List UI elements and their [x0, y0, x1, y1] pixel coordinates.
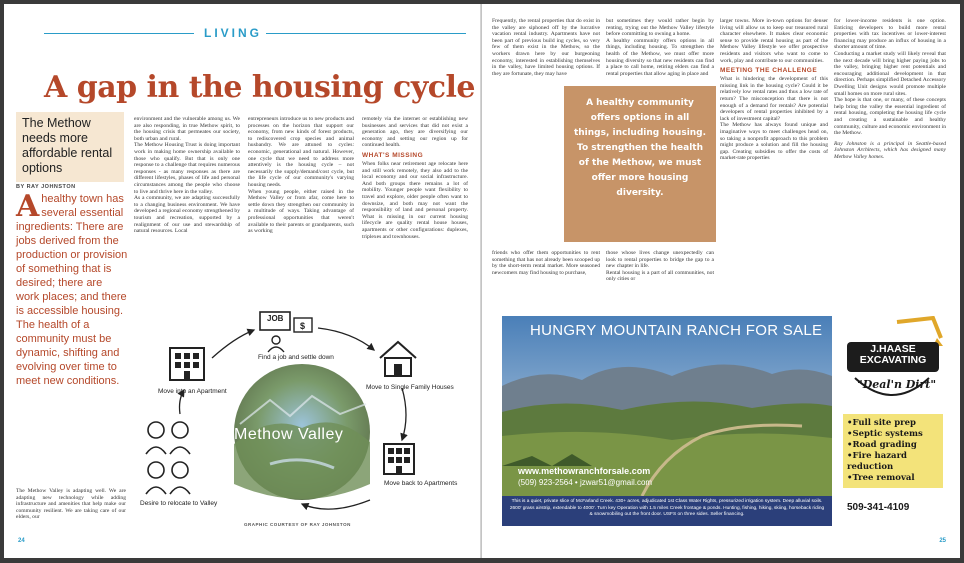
label-move-back: Move back to Apartments	[384, 480, 458, 487]
right-column-1-top: Frequently, the rental properties that do exist in the valley are siphoned off by the lucrative vacation rental industry. Apartments have not been part of previous build ing cycles, so very few of them exist in the Methow, so the workers drawn here by our burgeoning economy, interested in establishing themselves in the valley, have limited housing options. If they are fortunate, they may have	[492, 18, 600, 77]
lead-paragraph	[16, 189, 128, 388]
ranch-ad-url[interactable]: www.methowranchforsale.com	[518, 466, 651, 476]
deck: The Methow needs more affordable rental options	[16, 112, 124, 182]
left-page	[4, 4, 482, 558]
section-rule-right	[266, 33, 466, 34]
byline: BY RAY JOHNSTON	[16, 184, 76, 190]
excavating-name: J.HAASE EXCAVATING	[859, 343, 927, 366]
label-move-apartment: Move into an Apartment	[158, 388, 227, 395]
service-item: • Full site prep	[847, 418, 939, 429]
graphic-credit: GRAPHIC COURTESY OF RAY JOHNSTON	[244, 522, 351, 527]
excavating-ad[interactable]	[837, 316, 947, 526]
service-item: • Fire hazard reduction	[847, 451, 939, 473]
excavating-phone[interactable]: 509-341-4109	[847, 502, 910, 513]
page-number-right: 25	[939, 538, 946, 544]
apartment-back-icon	[384, 444, 414, 474]
excavating-tagline: "Deal'n Dirt"	[857, 378, 937, 391]
magazine-spread	[4, 4, 960, 558]
service-item: • Tree removal	[847, 473, 939, 484]
right-column-3-body: What is hindering the development of this missing link in the housing cycle? Could it be relatively low rental rates and thus a low rate of return? The misconception that there is not enough of a demand for rentals? Are potential developers of rental properties inhibited by a lack of investment capital? The Methow has always found unique and imaginative ways to meet challenges head on, so taking a nonprofit approach to this problem might produce a solution and fill the housing gap. Creating subsidies to offer the costs of market-rate properties	[720, 76, 828, 162]
job-sign-text: JOB	[267, 314, 284, 323]
column-4-intro: remotely via the internet or establishing new businesses and services that did not exist a generation ago, they are diversifying our economy and setting our region up for continued health.	[362, 116, 468, 149]
column-1-continuation: The Methow Valley is adapting well. We are adapting new technology while adding infrastructure and amenities that help make our community resilient. We are taking care of our elders, our	[16, 488, 126, 521]
ranch-ad-contact[interactable]: (509) 923-2564 • jzwar51@gmail.com	[518, 478, 653, 487]
housing-cycle-graphic	[130, 304, 468, 518]
label-methow-valley: Methow Valley	[234, 426, 344, 443]
right-column-2-bottom: those whose lives change unexpectedly can look to rental properties to bridge the gap to a new chapter in life. Rental housing is a part of all communities, not only cities or	[606, 250, 714, 283]
column-4	[362, 116, 468, 240]
service-item: • Septic systems	[847, 429, 939, 440]
right-column-3-intro: larger towns. More in-town options for denser living will allow us to keep our treasured rural character elsewhere. It makes clear economic sense to provide rental housing as part of the Methow Valley lifestyle we offer prospective residents and visitors who want to come to work, play and contribute to our communities.	[720, 18, 828, 64]
author-bio: Ray Johnston is a principal in Seattle-based Johnston Architects, which has designed many Methow Valley homes.	[834, 140, 946, 160]
right-page	[482, 4, 960, 558]
headline: A gap in the housing cycle	[44, 70, 476, 105]
ranch-ad-title: HUNGRY MOUNTAIN RANCH FOR SALE	[530, 322, 823, 339]
right-column-4	[834, 18, 946, 160]
ranch-ad[interactable]	[502, 316, 832, 526]
pull-quote: A healthy community offers options in all things, including housing. To strengthen the health of the Methow, we must offer more housing diversity.	[564, 86, 716, 242]
right-column-3	[720, 18, 828, 162]
drop-cap: A	[16, 189, 40, 224]
right-column-1-bottom: friends who offer them opportunities to rent something that has not already been scooped up by the short-term rental market. More seasoned newcomers may find housing to purchase,	[492, 250, 600, 276]
apartment-icon	[170, 348, 204, 380]
excavating-services	[843, 414, 943, 488]
column-3: entrepreneurs introduce us to new products and processes on the horizon that support our economy, from new kinds of forest products, to rediscovered crop species and animal husbandry. We are attuned to cycles: economic, generational and natural. However, one cycle that we need to address more attentively is the housing cycle – not necessarily the supply/demand/cost cycle, but the life cycle of our community's varying housing needs. When young people, either raised in the Methow Valley or from afar, come here to settle down they strengthen our community in a multitude of ways. Taking advantage of professional opportunities that weren't available to their parents or grandparents, such as working	[248, 116, 354, 235]
subhead-meeting-challenge: MEETING THE CHALLENGE	[720, 67, 818, 75]
column-2: environment and the vulnerable among us. We are also responding, in true Methow spirit, to the housing crisis that permeates our society, both urban and rural. The Methow Housing Trust is doing important work in making home ownership available to those who qualify. But that is only one response to a challenge that requires numerous responses - as many responses as there are different lifestyles, phases of life and personal circumstances among the people who choose to live and thrive here in the valley. As a community, we are adapting successfully to a changing business environment. We have developed a regional economy strengthened by tourism and recreation, supported by a realignment of our use and stewardship of natural resources. Local	[134, 116, 240, 235]
column-4-body: When folks near retirement age relocate here and still work remotely, they also add to the local economy and our social infrastructure. And both groups there remains a lot of mobility. Younger people want flexibility to travel and explore, older people often want to downsize, and both may not want the responsibility of land and personal property. What is missing in our current housing lifecycle are quality rental house houses, apartments or other configurations: duplexes, triplexes and townhouses.	[362, 160, 468, 240]
right-column-4-body: for lower-income residents is one option. Enticing developers to build more rental properties with tax incentives or lower-interest financing may produce an influx of housing in a shorter amount of time. Conducting a market study will likely reveal that the next decade will bring higher paying jobs to the valley, bringing higher rent potentials and encouraging additional development in that direction. Perhaps simplified Detached Accessory Dwelling Unit designs would promote multiple small homes on more rural sites. The hope is that one, or many, of these concepts help bring the valley the essential ingredient of rental housing, completing the housing life cycle and creating a sustainable and healthy community, culture and economic environment in the Methow.	[834, 18, 946, 137]
house-icon	[380, 342, 416, 376]
right-column-2-top: but sometimes they would rather begin by renting, trying out the Methow Valley lifestyle before committing to owning a home. A healthy community offers options in all things, including housing. To strengthen the health of the Methow, we must offer more housing diversity so that new residents can find a place to call home, retiring elders can find a rental properties that allow aging in place and	[606, 18, 714, 77]
svg-text:$: $	[300, 321, 306, 331]
ranch-ad-description: This is a quiet, private slice of McFarland Creek. 430+ acres, adjudicated 1st Class Water Rights, pressurized irrigation system. Deep alluvial soils. 2600' grass airstrip, extendable to 4000'. Turn key Operation with 1.5 miles Creek frontage & ponds. Hunting, fishing, hiking, skiing, horseback riding & snowmobiling out the front door. USFS on three sides. Seller financing.	[502, 496, 832, 526]
people-icon	[146, 422, 190, 494]
label-desire-relocate: Desire to relocate to Valley	[140, 500, 218, 507]
page-number-left: 24	[18, 538, 25, 544]
section-rule-left	[44, 33, 194, 34]
label-single-family: Move to Single Family Houses	[366, 384, 454, 391]
service-item: • Road grading	[847, 440, 939, 451]
section-label: LIVING	[204, 26, 263, 40]
lead-text: healthy town has several essential ingredients: There are jobs derived from the production or provision of something that is desired; there are work places; and there is accessible housing. The health of a community must be dynamic, shifting and evolving over time to meet new conditions.	[16, 193, 128, 387]
subhead-whats-missing: WHAT'S MISSING	[362, 151, 424, 159]
label-find-job: Find a job and settle down	[258, 354, 334, 361]
